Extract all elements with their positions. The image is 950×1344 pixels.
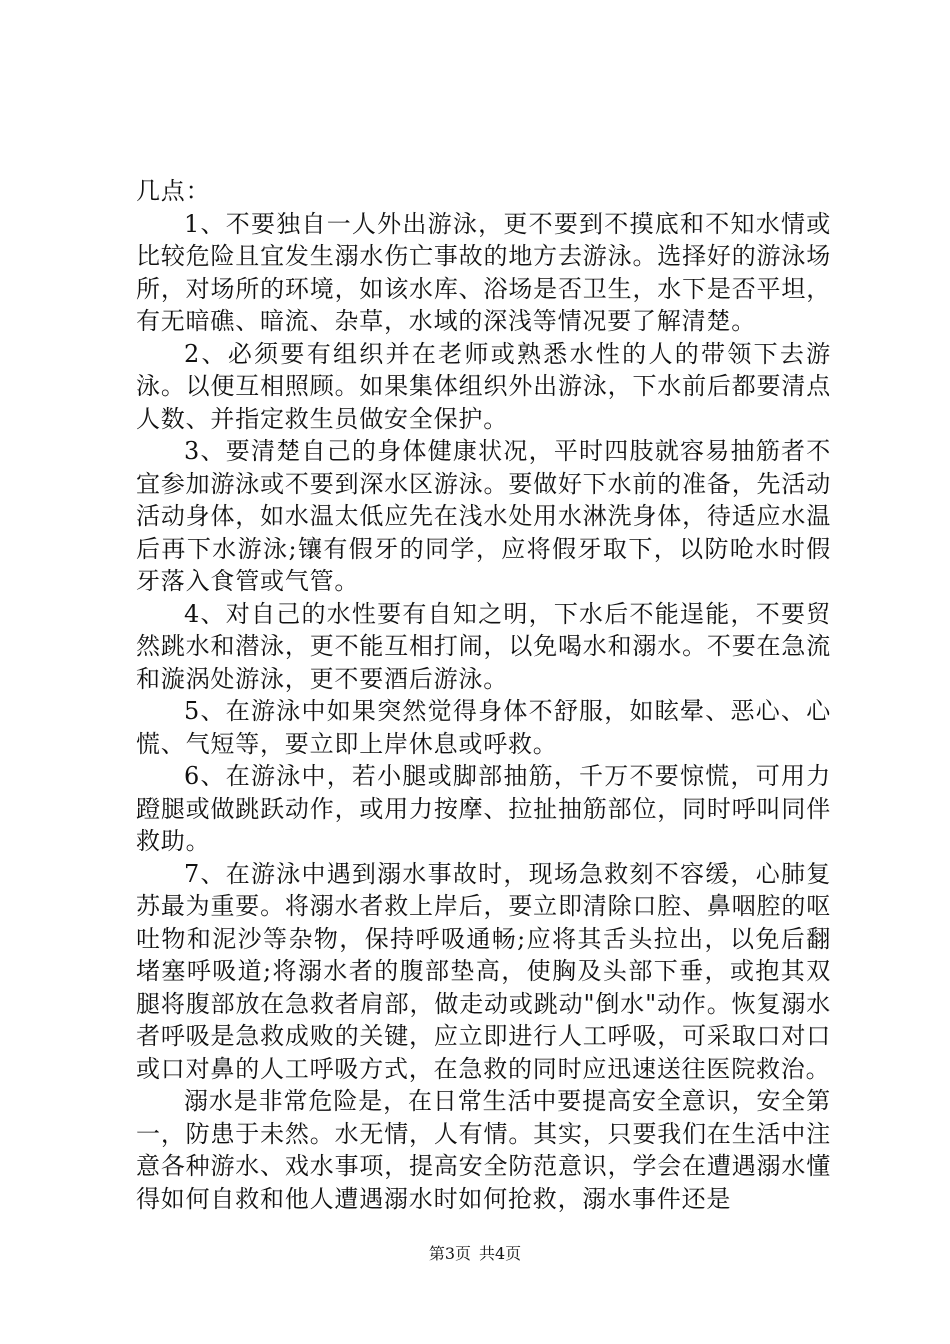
page-number-total: 共4页 [479,1244,522,1263]
document-body [136,175,831,1215]
paragraph-item-1: 1、不要独自一人外出游泳，更不要到不摸底和不知水情或比较危险且宜发生溺水伤亡事故的地方去游泳。选择好的游泳场所，对场所的环境，如该水库、浴场是否卫生，水下是否平坦，有无暗礁、暗流、杂草，水域的深浅等情况要了解清楚。 [136,209,831,335]
paragraph-item-4: 4、对自己的水性要有自知之明，下水后不能逞能，不要贸然跳水和潜泳，更不能互相打闹，以免喝水和溺水。不要在急流和漩涡处游泳，更不要酒后游泳。 [136,599,831,693]
paragraph-item-5: 5、在游泳中如果突然觉得身体不舒服，如眩晕、恶心、心慌、气短等，要立即上岸休息或呼救。 [136,697,831,758]
page-number-current: 第3页 [428,1244,471,1263]
paragraph-item-6: 6、在游泳中，若小腿或脚部抽筋，千万不要惊慌，可用力蹬腿或做跳跃动作，或用力按摩、拉扯抽筋部位，同时呼叫同伴救助。 [136,762,831,855]
paragraph-item-3: 3、要清楚自己的身体健康状况，平时四肢就容易抽筋者不宜参加游泳或不要到深水区游泳。要做好下水前的准备，先活动活动身体，如水温太低应先在浅水处用水淋洗身体，待适应水温后再下水游泳;镶有假牙的同学，应将假牙取下，以防呛水时假牙落入食管或气管。 [136,437,831,595]
paragraph-conclusion: 溺水是非常危险是，在日常生活中要提高安全意识，安全第一，防患于未然。水无情，人有情。其实，只要我们在生活中注意各种游水、戏水事项，提高安全防范意识，学会在遭遇溺水懂得如何自救和他人遭遇溺水时如何抢救，溺水事件还是 [136,1087,831,1213]
paragraph-item-2: 2、必须要有组织并在老师或熟悉水性的人的带领下去游泳。以便互相照顾。如果集体组织外出游泳，下水前后都要清点人数、并指定救生员做安全保护。 [136,339,831,433]
page-footer [0,1244,950,1264]
paragraph-intro: 几点： [136,177,211,205]
paragraph-item-7: 7、在游泳中遇到溺水事故时，现场急救刻不容缓，心肺复苏最为重要。将溺水者救上岸后，要立即清除口腔、鼻咽腔的呕吐物和泥沙等杂物，保持呼吸通畅;应将其舌头拉出，以免后翻堵塞呼吸道;将溺水者的腹部垫高，使胸及头部下垂，或抱其双腿将腹部放在急救者肩部，做走动或跳动"倒水"动作。恢复溺水者呼吸是急救成败的关键，应立即进行人工呼吸，可采取口对口或口对鼻的人工呼吸方式，在急救的同时应迅速送往医院救治。 [136,859,831,1083]
